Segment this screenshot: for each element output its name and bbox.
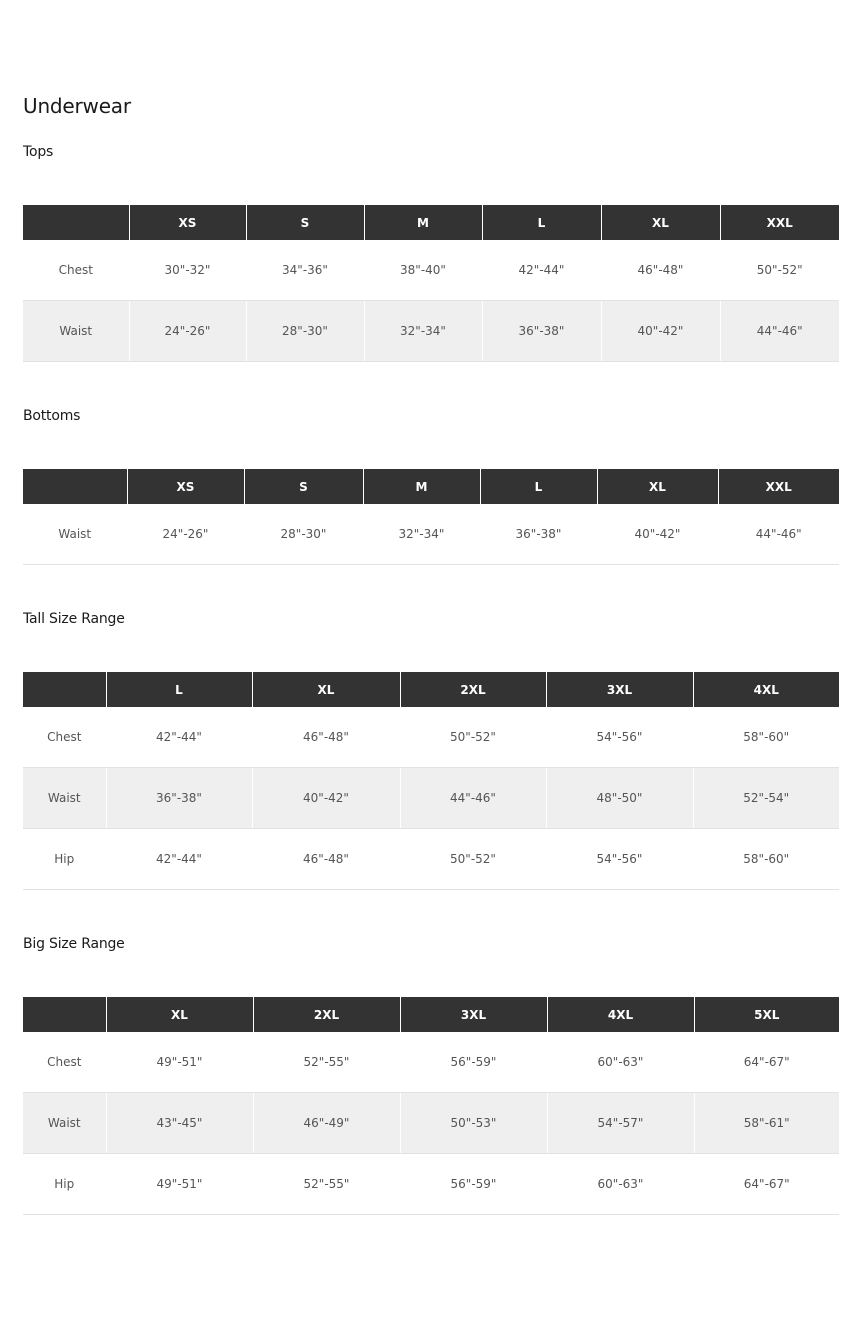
header-cell-size: XXL: [718, 469, 839, 504]
header-cell-size: 3XL: [400, 997, 547, 1032]
table-cell: 50"-53": [400, 1093, 547, 1154]
table-cell: 38"-40": [364, 240, 482, 301]
table-cell: 28"-30": [244, 504, 363, 565]
table-cell: 42"-44": [482, 240, 601, 301]
header-cell-size: 2XL: [253, 997, 400, 1032]
header-cell-size: M: [363, 469, 480, 504]
table-row: [23, 1154, 839, 1215]
header-cell-size: XS: [127, 469, 244, 504]
header-cell-size: XL: [597, 469, 718, 504]
section-title-big-size-range: Big Size Range: [23, 936, 125, 952]
table-cell: 64"-67": [694, 1032, 839, 1093]
row-label: Hip: [23, 1154, 106, 1215]
table-row: [23, 301, 839, 362]
table-cell: 40"-42": [252, 768, 400, 829]
table-header-row: [23, 469, 839, 504]
header-cell-empty: [23, 469, 127, 504]
row-label: Chest: [23, 1032, 106, 1093]
table-cell: 54"-57": [547, 1093, 694, 1154]
table-cell: 32"-34": [363, 504, 480, 565]
table-cell: 49"-51": [106, 1154, 253, 1215]
header-cell-size: 2XL: [400, 672, 546, 707]
size-table-tops: [23, 205, 839, 362]
table-cell: 46"-49": [253, 1093, 400, 1154]
table-cell: 58"-60": [693, 707, 839, 768]
table-header-row: [23, 997, 839, 1032]
table-cell: 52"-54": [693, 768, 839, 829]
table-cell: 48"-50": [546, 768, 693, 829]
table-cell: 40"-42": [597, 504, 718, 565]
row-label: Chest: [23, 707, 106, 768]
header-cell-size: XS: [129, 205, 246, 240]
table-cell: 34"-36": [246, 240, 364, 301]
header-cell-size: 4XL: [693, 672, 839, 707]
table-cell: 24"-26": [127, 504, 244, 565]
table-cell: 24"-26": [129, 301, 246, 362]
table-cell: 36"-38": [480, 504, 597, 565]
table-cell: 40"-42": [601, 301, 720, 362]
table-row: [23, 829, 839, 890]
header-cell-size: L: [106, 672, 252, 707]
header-cell-size: L: [480, 469, 597, 504]
table-cell: 54"-56": [546, 707, 693, 768]
table-cell: 46"-48": [601, 240, 720, 301]
table-cell: 32"-34": [364, 301, 482, 362]
table-cell: 50"-52": [400, 829, 546, 890]
row-label: Hip: [23, 829, 106, 890]
table-cell: 46"-48": [252, 829, 400, 890]
table-cell: 46"-48": [252, 707, 400, 768]
header-cell-size: 4XL: [547, 997, 694, 1032]
header-cell-size: 3XL: [546, 672, 693, 707]
header-cell-size: XL: [106, 997, 253, 1032]
table-cell: 49"-51": [106, 1032, 253, 1093]
header-cell-size: XL: [252, 672, 400, 707]
table-cell: 50"-52": [720, 240, 839, 301]
table-cell: 56"-59": [400, 1032, 547, 1093]
row-label: Waist: [23, 768, 106, 829]
table-cell: 42"-44": [106, 829, 252, 890]
header-cell-size: L: [482, 205, 601, 240]
header-cell-size: XXL: [720, 205, 839, 240]
table-row: [23, 768, 839, 829]
table-cell: 28"-30": [246, 301, 364, 362]
table-cell: 36"-38": [106, 768, 252, 829]
table-row: [23, 504, 839, 565]
table-cell: 36"-38": [482, 301, 601, 362]
size-table-tall: [23, 672, 839, 890]
table-cell: 60"-63": [547, 1154, 694, 1215]
table-cell: 60"-63": [547, 1032, 694, 1093]
table-cell: 43"-45": [106, 1093, 253, 1154]
row-label: Waist: [23, 504, 127, 565]
table-cell: 52"-55": [253, 1154, 400, 1215]
table-cell: 50"-52": [400, 707, 546, 768]
table-row: [23, 1032, 839, 1093]
section-title-tops: Tops: [23, 144, 54, 160]
table-cell: 64"-67": [694, 1154, 839, 1215]
header-cell-size: S: [244, 469, 363, 504]
table-row: [23, 707, 839, 768]
size-table-bottoms: [23, 469, 839, 565]
table-cell: 44"-46": [718, 504, 839, 565]
table-header-row: [23, 672, 839, 707]
header-cell-empty: [23, 205, 129, 240]
section-title-bottoms: Bottoms: [23, 408, 81, 424]
row-label: Chest: [23, 240, 129, 301]
size-table-big: [23, 997, 839, 1215]
row-label: Waist: [23, 1093, 106, 1154]
table-cell: 44"-46": [400, 768, 546, 829]
header-cell-size: S: [246, 205, 364, 240]
section-title-tall-size-range: Tall Size Range: [23, 611, 125, 627]
table-cell: 58"-60": [693, 829, 839, 890]
table-cell: 44"-46": [720, 301, 839, 362]
table-cell: 42"-44": [106, 707, 252, 768]
table-cell: 30"-32": [129, 240, 246, 301]
row-label: Waist: [23, 301, 129, 362]
table-cell: 54"-56": [546, 829, 693, 890]
header-cell-empty: [23, 672, 106, 707]
table-cell: 58"-61": [694, 1093, 839, 1154]
table-cell: 56"-59": [400, 1154, 547, 1215]
table-row: [23, 1093, 839, 1154]
header-cell-size: XL: [601, 205, 720, 240]
table-header-row: [23, 205, 839, 240]
page-title: Underwear: [23, 94, 131, 118]
header-cell-size: 5XL: [694, 997, 839, 1032]
table-row: [23, 240, 839, 301]
header-cell-size: M: [364, 205, 482, 240]
table-cell: 52"-55": [253, 1032, 400, 1093]
header-cell-empty: [23, 997, 106, 1032]
